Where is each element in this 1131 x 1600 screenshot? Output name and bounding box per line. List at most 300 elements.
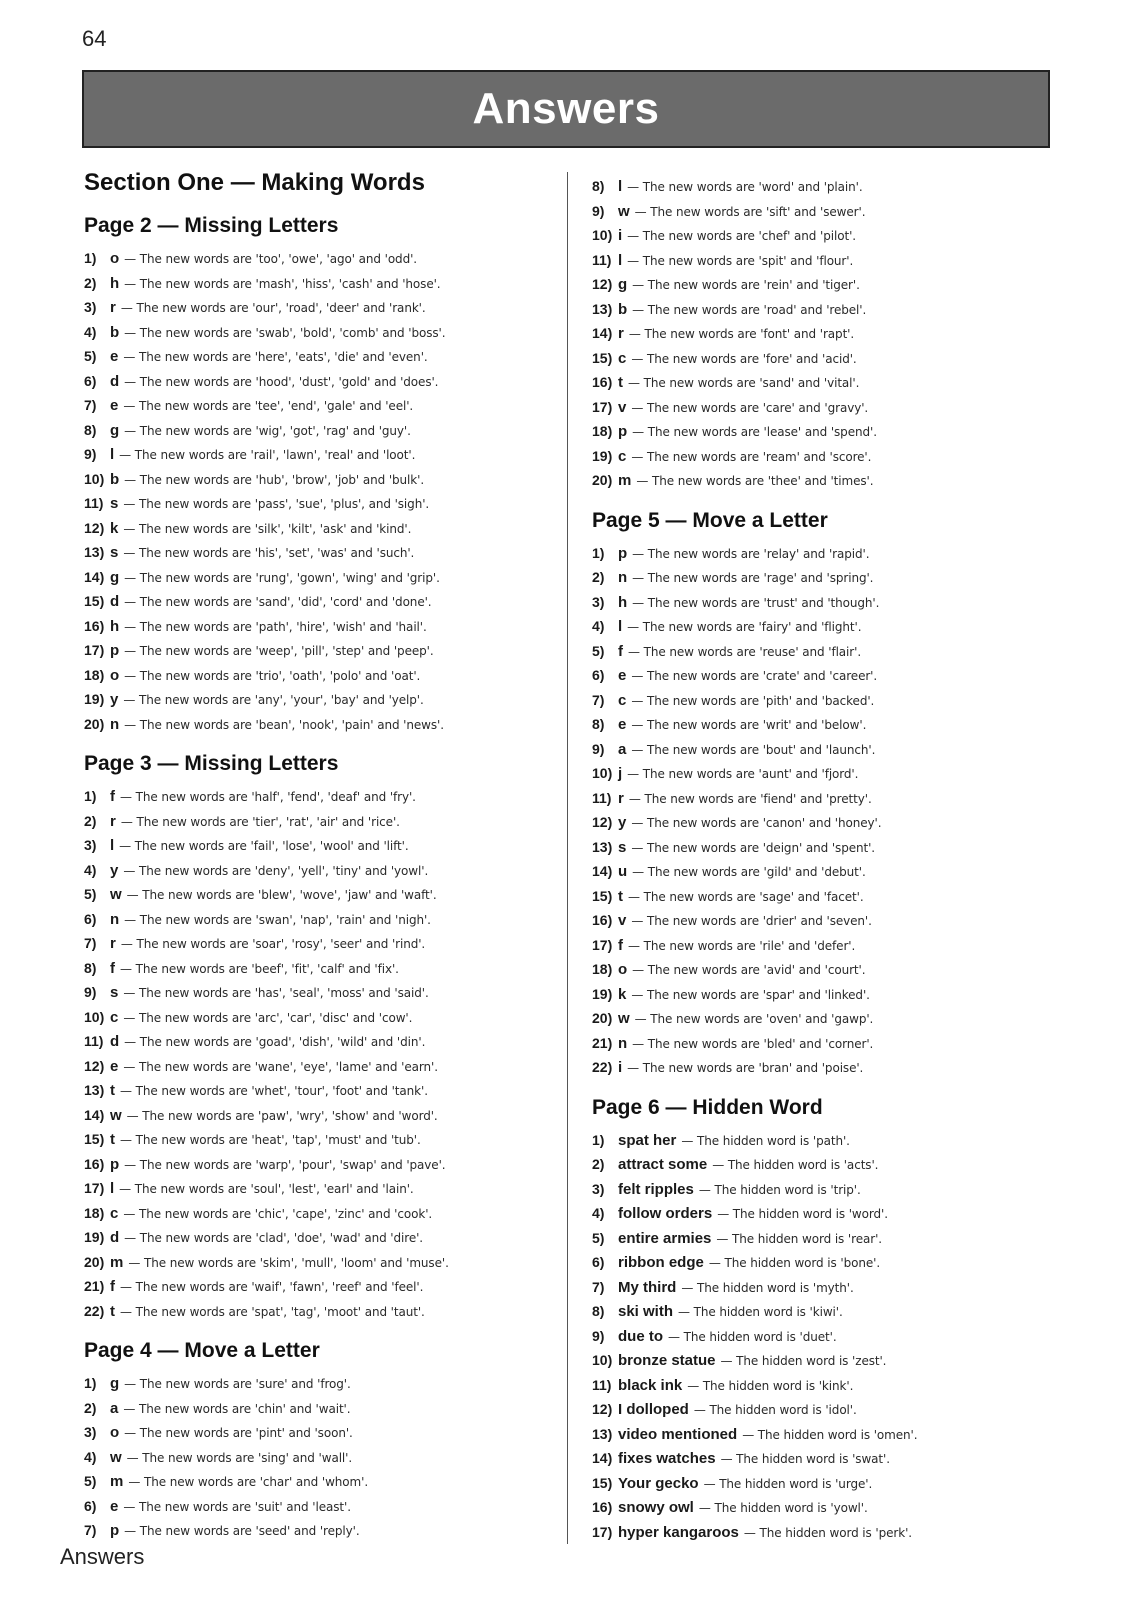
- answer-explanation: — The new words are 'beef', 'fit', 'calf' and 'fix'.: [120, 961, 399, 976]
- answer-explanation: — The hidden word is 'rear'.: [716, 1231, 882, 1246]
- answer-number: 5): [592, 642, 605, 659]
- answer-explanation: — The new words are 'spar' and 'linked'.: [631, 987, 870, 1002]
- answer-key: v: [618, 398, 627, 416]
- answer-number: 21): [592, 1034, 613, 1051]
- answer-explanation: — The new words are 'spit' and 'flour'.: [627, 253, 854, 268]
- answer-number: 14): [84, 1106, 105, 1123]
- answer-item: [84, 712, 544, 737]
- answer-number: 14): [592, 1450, 613, 1466]
- answer-explanation: — The new words are 'rage' and 'spring'.: [632, 571, 874, 585]
- answer-explanation: — The new words are 'blew', 'wove', 'jaw' and 'waft'.: [126, 888, 437, 902]
- answer-number: 20): [592, 472, 613, 488]
- answer-number: 4): [84, 1448, 97, 1465]
- answer-number: 11): [84, 495, 104, 511]
- answer-number: 9): [592, 1327, 605, 1344]
- answer-key: l: [110, 837, 115, 854]
- answer-number: 2): [592, 569, 605, 585]
- answer-key: e: [110, 397, 119, 414]
- answer-number: 6): [592, 1254, 605, 1270]
- answer-item: [84, 271, 544, 296]
- answer-number: 15): [592, 349, 613, 366]
- answer-list: [84, 1371, 544, 1543]
- answer-key: fixes watches: [618, 1450, 716, 1467]
- answer-explanation: — The new words are 'weep', 'pill', 'step' and 'peep'.: [124, 644, 434, 658]
- answer-explanation: — The new words are 'font' and 'rapt'.: [628, 327, 855, 341]
- answer-key: p: [110, 642, 120, 659]
- answer-key: d: [110, 1229, 120, 1246]
- answer-number: 12): [592, 814, 613, 830]
- answer-item: [592, 541, 1062, 566]
- answer-key: e: [110, 348, 119, 365]
- answer-explanation: — The new words are 'suit' and 'least'.: [123, 1499, 351, 1514]
- answer-item: [84, 491, 544, 516]
- answer-number: 1): [592, 544, 605, 561]
- answer-item: [592, 786, 1062, 811]
- answer-explanation: — The new words are 'fail', 'lose', 'wool' and 'lift'.: [119, 839, 409, 853]
- answer-number: 22): [592, 1059, 613, 1075]
- answer-item: [84, 393, 544, 418]
- answer-key: c: [110, 1204, 119, 1222]
- answer-key: video mentioned: [618, 1425, 738, 1443]
- answer-item: [592, 174, 1062, 199]
- answer-number: 9): [84, 984, 97, 1000]
- answer-item: [84, 687, 544, 712]
- answer-explanation: — The new words are 'thee' and 'times'.: [636, 474, 874, 488]
- answer-key: r: [110, 299, 116, 316]
- answer-key: attract some: [618, 1156, 708, 1173]
- answer-item: [592, 272, 1062, 297]
- answer-number: 12): [592, 276, 613, 292]
- answer-number: 3): [592, 593, 605, 610]
- answer-explanation: — The new words are 'chef' and 'pilot'.: [627, 229, 856, 243]
- answer-item: [592, 1128, 1062, 1153]
- answer-number: 20): [84, 715, 105, 732]
- answer-key: My third: [618, 1278, 677, 1296]
- answer-item: [592, 957, 1062, 982]
- answer-explanation: — The hidden word is 'acts'.: [712, 1158, 879, 1172]
- page-heading: Page 2 — Missing Letters: [84, 214, 339, 237]
- answer-item: [84, 1299, 544, 1324]
- page-heading: Page 4 — Move a Letter: [84, 1339, 320, 1362]
- answer-item: [84, 1518, 544, 1543]
- answer-number: 6): [84, 1497, 97, 1514]
- answer-key: n: [618, 1034, 628, 1052]
- answer-key: p: [110, 1155, 120, 1173]
- answer-item: [84, 1274, 544, 1299]
- answer-key: j: [618, 765, 623, 782]
- answer-explanation: — The new words are 'whet', 'tour', 'foot' and 'tank'.: [120, 1084, 428, 1098]
- answer-number: 18): [84, 666, 105, 683]
- answer-explanation: — The new words are 'paw', 'wry', 'show' and 'word'.: [126, 1108, 438, 1123]
- answer-explanation: — The new words are 'drier' and 'seven'.: [631, 914, 872, 928]
- answer-explanation: — The new words are 'clad', 'doe', 'wad' and 'dire'.: [124, 1231, 424, 1245]
- answer-group: [84, 1337, 544, 1543]
- answer-number: 21): [84, 1278, 105, 1294]
- answer-item: [84, 418, 544, 443]
- answer-item: [84, 344, 544, 369]
- answer-item: [84, 295, 544, 320]
- answer-key: o: [618, 961, 628, 978]
- answer-item: [592, 810, 1062, 835]
- answer-number: 10): [84, 470, 105, 487]
- answer-explanation: — The new words are 'our', 'road', 'deer' and 'rank'.: [120, 301, 426, 315]
- answer-explanation: — The new words are 'sand', 'did', 'cord' and 'done'.: [124, 595, 432, 609]
- answer-explanation: — The new words are 'swab', 'bold', 'comb' and 'boss'.: [124, 325, 446, 340]
- answer-key: y: [618, 814, 627, 831]
- answer-item: [592, 444, 1062, 469]
- answer-item: [84, 931, 544, 956]
- answer-key: g: [110, 568, 120, 586]
- answer-explanation: — The new words are 'crate' and 'career'.: [631, 669, 878, 683]
- answer-explanation: — The hidden word is 'omen'.: [742, 1427, 918, 1442]
- answer-item: [592, 370, 1062, 395]
- answer-key: i: [618, 227, 623, 244]
- answer-key: k: [618, 985, 627, 1003]
- answer-key: c: [110, 1008, 119, 1026]
- answer-key: g: [110, 421, 120, 439]
- answer-explanation: — The new words are 'care' and 'gravy'.: [631, 400, 869, 415]
- answer-number: 4): [592, 618, 605, 634]
- answer-explanation: — The new words are 'ream' and 'score'.: [631, 449, 872, 464]
- answer-number: 5): [84, 348, 97, 364]
- answer-number: 4): [84, 861, 97, 878]
- answer-item: [84, 1469, 544, 1494]
- answer-explanation: — The new words are 'lease' and 'spend'.: [632, 425, 877, 439]
- answer-number: 20): [84, 1253, 105, 1270]
- answer-key: ribbon edge: [618, 1254, 704, 1271]
- answer-key: m: [110, 1473, 124, 1490]
- answer-number: 14): [592, 325, 613, 341]
- answer-item: [592, 1201, 1062, 1226]
- answer-number: 4): [592, 1205, 605, 1221]
- answer-item: [592, 1152, 1062, 1177]
- answer-explanation: — The new words are 'soul', 'lest', 'earl' and 'lain'.: [119, 1182, 414, 1196]
- answer-list: [84, 246, 544, 736]
- answer-explanation: — The hidden word is 'duet'.: [668, 1329, 837, 1344]
- answer-explanation: — The new words are 'bout' and 'launch'.: [631, 742, 876, 757]
- answer-key: n: [110, 910, 120, 928]
- answer-explanation: — The new words are 'warp', 'pour', 'swap' and 'pave'.: [124, 1157, 446, 1172]
- answer-item: [84, 614, 544, 639]
- answer-key: i: [618, 1059, 623, 1076]
- answer-key: f: [110, 788, 115, 805]
- answer-explanation: — The new words are 'chin' and 'wait'.: [123, 1401, 351, 1416]
- answer-item: [84, 442, 544, 467]
- answer-key: d: [110, 1033, 120, 1050]
- answer-number: 12): [84, 519, 105, 536]
- answer-number: 7): [592, 1278, 605, 1295]
- answer-key: bronze statue: [618, 1352, 716, 1369]
- answer-key: Your gecko: [618, 1474, 699, 1492]
- answer-key: o: [110, 1424, 120, 1441]
- answer-number: 2): [84, 274, 97, 291]
- answer-key: w: [110, 886, 122, 903]
- answer-explanation: — The hidden word is 'word'.: [717, 1207, 888, 1221]
- answer-item: [592, 1397, 1062, 1422]
- answer-explanation: — The new words are 'canon' and 'honey'.: [631, 816, 882, 830]
- answer-key: t: [110, 1131, 115, 1148]
- answer-explanation: — The new words are 'reuse' and 'flair'.: [628, 644, 862, 659]
- answer-number: 2): [592, 1156, 605, 1172]
- answer-item: [84, 516, 544, 541]
- answer-number: 9): [592, 202, 605, 219]
- answer-item: [592, 1250, 1062, 1275]
- answer-number: 17): [84, 1180, 105, 1196]
- column-divider: [567, 172, 568, 1544]
- answer-explanation: — The new words are 'pass', 'sue', 'plus', and 'sigh'.: [123, 497, 430, 511]
- answer-item: [84, 1029, 544, 1054]
- answer-number: 17): [592, 936, 613, 953]
- answer-key: c: [618, 447, 627, 465]
- answer-number: 13): [592, 838, 613, 855]
- answer-group: [84, 750, 544, 1323]
- answer-key: v: [618, 912, 627, 929]
- answer-key: c: [618, 349, 627, 367]
- answer-item: [84, 467, 544, 492]
- answer-key: o: [110, 666, 120, 684]
- answer-item: [84, 858, 544, 883]
- answer-key: r: [618, 789, 624, 807]
- answer-item: [592, 1520, 1062, 1545]
- answer-explanation: — The new words are 'avid' and 'court'.: [632, 963, 866, 977]
- answer-explanation: — The new words are 'pith' and 'backed'.: [631, 693, 875, 708]
- answer-item: [592, 1348, 1062, 1373]
- answer-number: 9): [592, 740, 605, 757]
- answer-number: 10): [592, 765, 613, 781]
- answer-key: n: [618, 569, 628, 586]
- answer-explanation: — The new words are 'fiend' and 'pretty'.: [628, 791, 872, 806]
- answer-item: [84, 1054, 544, 1079]
- answer-explanation: — The new words are 'pint' and 'soon'.: [124, 1426, 353, 1440]
- answer-key: entire armies: [618, 1229, 712, 1247]
- answer-number: 18): [592, 961, 613, 977]
- answer-item: [592, 223, 1062, 248]
- answer-key: r: [618, 325, 624, 342]
- answer-key: spat her: [618, 1131, 677, 1149]
- answer-number: 10): [592, 227, 613, 243]
- left-column: [84, 168, 544, 1557]
- answer-explanation: — The new words are 'tee', 'end', 'gale' and 'eel'.: [123, 399, 414, 413]
- answer-number: 7): [84, 935, 97, 951]
- answer-explanation: — The new words are 'sing' and 'wall'.: [126, 1450, 353, 1465]
- answer-explanation: — The hidden word is 'kiwi'.: [678, 1305, 843, 1319]
- answer-key: felt ripples: [618, 1180, 694, 1198]
- answer-key: o: [110, 250, 120, 267]
- answer-key: I dolloped: [618, 1401, 689, 1418]
- answer-item: [84, 1127, 544, 1152]
- answer-item: [592, 565, 1062, 590]
- answer-item: [84, 540, 544, 565]
- answer-number: 15): [592, 1474, 613, 1491]
- answer-item: [592, 835, 1062, 860]
- answer-item: [592, 1446, 1062, 1471]
- answer-key: y: [110, 691, 119, 708]
- footer-label: Answers: [60, 1544, 145, 1569]
- answer-item: [592, 737, 1062, 762]
- answer-key: t: [110, 1302, 115, 1320]
- answer-item: [592, 663, 1062, 688]
- answer-explanation: — The hidden word is 'perk'.: [743, 1525, 913, 1540]
- answer-item: [592, 688, 1062, 713]
- answer-key: h: [110, 274, 120, 292]
- answers-banner: [82, 70, 1050, 148]
- answer-key: k: [110, 519, 119, 537]
- answer-item: [84, 882, 544, 907]
- answer-explanation: — The new words are 'path', 'hire', 'wish' and 'hail'.: [124, 619, 427, 634]
- answer-explanation: — The hidden word is 'urge'.: [703, 1476, 873, 1491]
- answer-number: 7): [84, 1522, 97, 1538]
- answer-number: 11): [592, 1376, 612, 1393]
- answer-explanation: — The new words are 'arc', 'car', 'disc' and 'cow'.: [123, 1010, 413, 1025]
- answer-explanation: — The new words are 'waif', 'fawn', 'reef' and 'feel'.: [120, 1280, 424, 1294]
- answer-number: 6): [592, 667, 605, 683]
- answer-number: 2): [84, 812, 97, 829]
- answer-key: l: [110, 446, 115, 463]
- answer-item: [84, 1152, 544, 1177]
- answer-number: 11): [84, 1033, 104, 1049]
- answer-item: [84, 1225, 544, 1250]
- answer-item: [592, 982, 1062, 1007]
- answer-key: black ink: [618, 1376, 683, 1394]
- page-number: 64: [82, 26, 107, 51]
- answer-item: [84, 663, 544, 688]
- answer-explanation: — The new words are 'too', 'owe', 'ago' and 'odd'.: [124, 252, 418, 266]
- answer-explanation: — The new words are 'wig', 'got', 'rag' and 'guy'.: [124, 423, 411, 438]
- answer-item: [592, 1495, 1062, 1520]
- answer-number: 1): [84, 788, 97, 804]
- answer-item: [592, 346, 1062, 371]
- answer-explanation: — The new words are 'hood', 'dust', 'gold' and 'does'.: [124, 374, 439, 389]
- answer-key: h: [110, 617, 120, 635]
- answer-key: f: [110, 959, 115, 977]
- answer-key: l: [618, 618, 623, 635]
- answer-key: m: [618, 472, 632, 489]
- answer-key: s: [110, 984, 119, 1001]
- answer-number: 14): [84, 568, 105, 585]
- answer-explanation: — The new words are 'heat', 'tap', 'must' and 'tub'.: [120, 1133, 421, 1147]
- answer-number: 15): [592, 887, 613, 904]
- answer-number: 8): [592, 178, 605, 194]
- answer-explanation: — The new words are 'mash', 'hiss', 'cash' and 'hose'.: [124, 276, 441, 291]
- answer-item: [84, 320, 544, 345]
- answer-key: s: [110, 544, 119, 561]
- answer-explanation: — The new words are 'seed' and 'reply'.: [124, 1524, 360, 1538]
- answer-number: 8): [592, 1303, 605, 1319]
- answer-item: [592, 1226, 1062, 1251]
- answer-key: n: [110, 715, 120, 733]
- answer-key: e: [110, 1057, 119, 1075]
- answer-item: [592, 419, 1062, 444]
- answer-explanation: — The new words are 'spat', 'tag', 'moot' and 'taut'.: [120, 1304, 425, 1319]
- answer-key: t: [110, 1082, 115, 1099]
- answer-number: 20): [592, 1010, 613, 1026]
- answer-key: b: [110, 470, 120, 488]
- answer-item: [84, 980, 544, 1005]
- answer-item: [592, 199, 1062, 224]
- section-title: Section One — Making Words: [84, 169, 425, 196]
- answer-item: [592, 1299, 1062, 1324]
- answer-key: f: [618, 936, 623, 954]
- answer-explanation: — The new words are 'goad', 'dish', 'wild' and 'din'.: [124, 1035, 426, 1049]
- page-heading: Page 6 — Hidden Word: [592, 1095, 823, 1119]
- answer-key: r: [110, 812, 116, 830]
- answer-explanation: — The new words are 'trust' and 'though'.: [632, 595, 880, 610]
- answer-number: 3): [84, 837, 97, 853]
- answer-number: 9): [84, 446, 97, 462]
- answer-explanation: — The new words are 'rein' and 'tiger'.: [632, 278, 860, 292]
- answer-key: w: [110, 1106, 122, 1124]
- answer-item: [84, 907, 544, 932]
- answer-key: g: [618, 276, 628, 293]
- answer-item: [592, 1324, 1062, 1349]
- answer-explanation: — The hidden word is 'kink'.: [687, 1378, 854, 1393]
- answer-item: [592, 1422, 1062, 1447]
- answer-explanation: — The hidden word is 'bone'.: [708, 1256, 881, 1270]
- answer-number: 15): [84, 1131, 105, 1147]
- answer-key: a: [110, 1399, 119, 1417]
- answer-explanation: — The new words are 'bran' and 'poise'.: [627, 1061, 864, 1075]
- answer-number: 22): [84, 1302, 105, 1319]
- answer-explanation: — The new words are 'sand' and 'vital'.: [628, 376, 860, 390]
- answer-item: [592, 614, 1062, 639]
- answer-key: due to: [618, 1327, 663, 1345]
- right-column: [592, 174, 1062, 1558]
- answer-number: 1): [84, 1375, 97, 1391]
- answer-key: g: [110, 1375, 120, 1392]
- answer-item: [84, 1445, 544, 1470]
- answer-item: [84, 1494, 544, 1519]
- answer-number: 14): [592, 863, 613, 879]
- answer-item: [592, 1177, 1062, 1202]
- answer-group: [84, 212, 544, 736]
- answer-key: p: [110, 1522, 120, 1539]
- answer-item: [84, 369, 544, 394]
- answer-item: [84, 1078, 544, 1103]
- answer-number: 3): [84, 299, 97, 315]
- answer-key: f: [110, 1278, 115, 1295]
- answer-explanation: — The new words are 'tier', 'rat', 'air' and 'rice'.: [120, 814, 400, 829]
- answer-explanation: — The new words are 'swan', 'nap', 'rain' and 'nigh'.: [124, 912, 431, 927]
- answer-number: 15): [84, 593, 105, 609]
- answer-item: [592, 761, 1062, 786]
- answer-key: c: [618, 691, 627, 709]
- answer-number: 6): [84, 372, 97, 389]
- answer-key: w: [618, 1010, 630, 1027]
- answer-number: 10): [592, 1352, 613, 1368]
- answer-item: [592, 712, 1062, 737]
- answer-explanation: — The new words are 'bled' and 'corner'.: [632, 1036, 874, 1051]
- answer-item: [84, 1201, 544, 1226]
- answer-key: l: [618, 251, 623, 269]
- answer-explanation: — The hidden word is 'idol'.: [693, 1403, 857, 1417]
- answer-number: 7): [592, 691, 605, 708]
- answer-number: 11): [592, 789, 612, 806]
- answer-explanation: — The new words are 'bean', 'nook', 'pain' and 'news'.: [124, 717, 444, 732]
- answer-list: [592, 1128, 1062, 1545]
- answer-key: l: [618, 178, 623, 195]
- answer-explanation: — The new words are 'fairy' and 'flight'.: [627, 620, 862, 634]
- answer-key: s: [618, 838, 627, 856]
- answer-key: follow orders: [618, 1205, 713, 1222]
- answer-item: [84, 956, 544, 981]
- answer-item: [84, 1396, 544, 1421]
- answer-explanation: — The new words are 'soar', 'rosy', 'seer' and 'rind'.: [120, 937, 426, 951]
- answer-explanation: — The new words are 'oven' and 'gawp'.: [634, 1012, 874, 1026]
- answer-number: 2): [84, 1399, 97, 1416]
- answer-explanation: — The new words are 'road' and 'rebel'.: [632, 302, 867, 317]
- answer-item: [592, 908, 1062, 933]
- answer-item: [84, 1420, 544, 1445]
